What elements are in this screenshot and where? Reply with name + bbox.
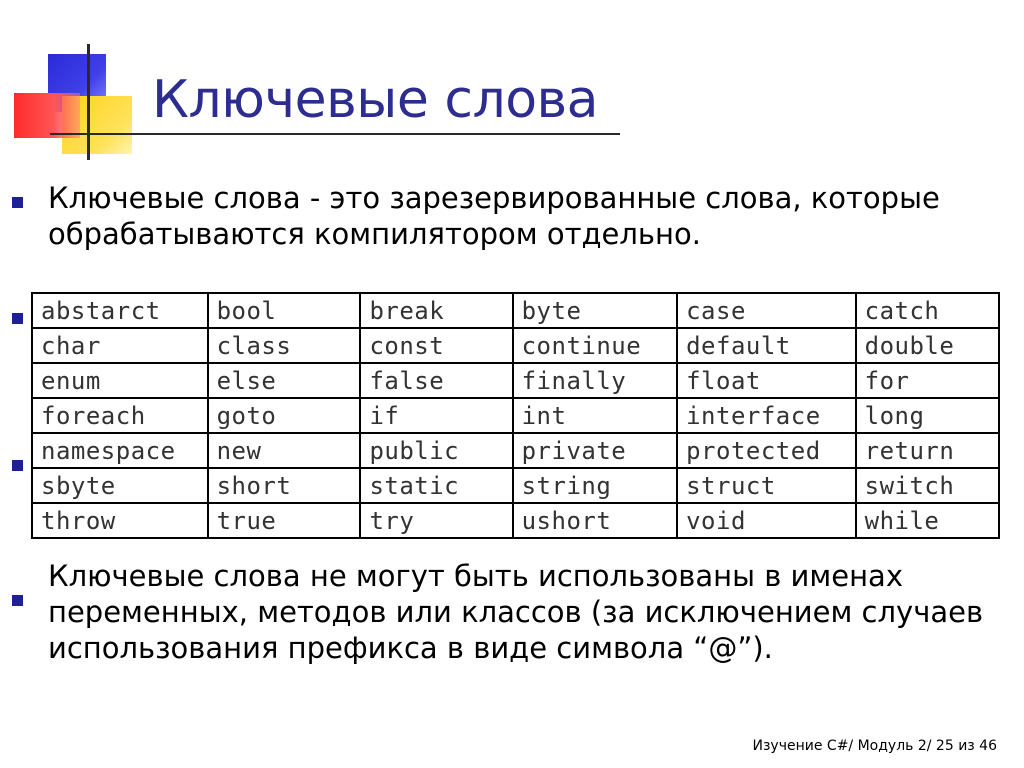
table-row	[32, 293, 999, 328]
bullet-marker-4	[12, 595, 23, 606]
keyword-cell: int	[513, 398, 678, 433]
keyword-cell: throw	[32, 503, 208, 538]
keyword-cell: while	[856, 503, 999, 538]
keyword-cell: goto	[208, 398, 361, 433]
keyword-cell: abstarct	[32, 293, 208, 328]
keyword-cell: case	[677, 293, 856, 328]
keyword-cell: new	[208, 433, 361, 468]
table-row	[32, 398, 999, 433]
keyword-cell: enum	[32, 363, 208, 398]
bullet-text-1: Ключевые слова - это зарезервированные слова, которые обрабатываются компилятором отдельно.	[48, 181, 940, 251]
keyword-cell: public	[360, 433, 512, 468]
keyword-cell: false	[360, 363, 512, 398]
keyword-cell: foreach	[32, 398, 208, 433]
keyword-cell: true	[208, 503, 361, 538]
logo-vertical-line	[87, 44, 90, 160]
keyword-cell: if	[360, 398, 512, 433]
keyword-cell: const	[360, 328, 512, 363]
keyword-cell: byte	[513, 293, 678, 328]
keyword-cell: private	[513, 433, 678, 468]
keyword-cell: catch	[856, 293, 999, 328]
keyword-cell: protected	[677, 433, 856, 468]
table-row	[32, 363, 999, 398]
keyword-cell: long	[856, 398, 999, 433]
slide-title: Ключевые слова	[152, 70, 599, 130]
bullet-marker-3	[12, 460, 23, 471]
slide-footer: Изучение C#/ Модуль 2/ 25 из 46	[752, 738, 997, 754]
keyword-cell: short	[208, 468, 361, 503]
keywords-table	[31, 292, 1000, 539]
keyword-cell: interface	[677, 398, 856, 433]
keyword-cell: for	[856, 363, 999, 398]
keyword-cell: struct	[677, 468, 856, 503]
keyword-cell: double	[856, 328, 999, 363]
keyword-cell: switch	[856, 468, 999, 503]
keyword-cell: char	[32, 328, 208, 363]
keyword-cell: string	[513, 468, 678, 503]
keyword-cell: static	[360, 468, 512, 503]
table-row	[32, 503, 999, 538]
keyword-cell: bool	[208, 293, 361, 328]
table-row	[32, 433, 999, 468]
keyword-cell: sbyte	[32, 468, 208, 503]
slide-logo	[0, 0, 150, 170]
keyword-cell: finally	[513, 363, 678, 398]
keyword-cell: ushort	[513, 503, 678, 538]
table-row	[32, 328, 999, 363]
bullet-marker-2	[12, 313, 23, 324]
table-row	[32, 468, 999, 503]
keyword-cell: class	[208, 328, 361, 363]
keyword-cell: break	[360, 293, 512, 328]
keyword-cell: float	[677, 363, 856, 398]
keyword-cell: default	[677, 328, 856, 363]
bullet-marker-1	[12, 197, 23, 208]
keyword-cell: void	[677, 503, 856, 538]
logo-red-square	[14, 93, 80, 138]
keyword-cell: return	[856, 433, 999, 468]
keyword-cell: namespace	[32, 433, 208, 468]
keyword-cell: try	[360, 503, 512, 538]
title-underline	[50, 133, 620, 135]
bullet-text-2: Ключевые слова не могут быть использованы в именах переменных, методов или классов (за исключением случаев использования префикса в виде символа “@”).	[48, 559, 984, 665]
keyword-cell: continue	[513, 328, 678, 363]
keyword-cell: else	[208, 363, 361, 398]
